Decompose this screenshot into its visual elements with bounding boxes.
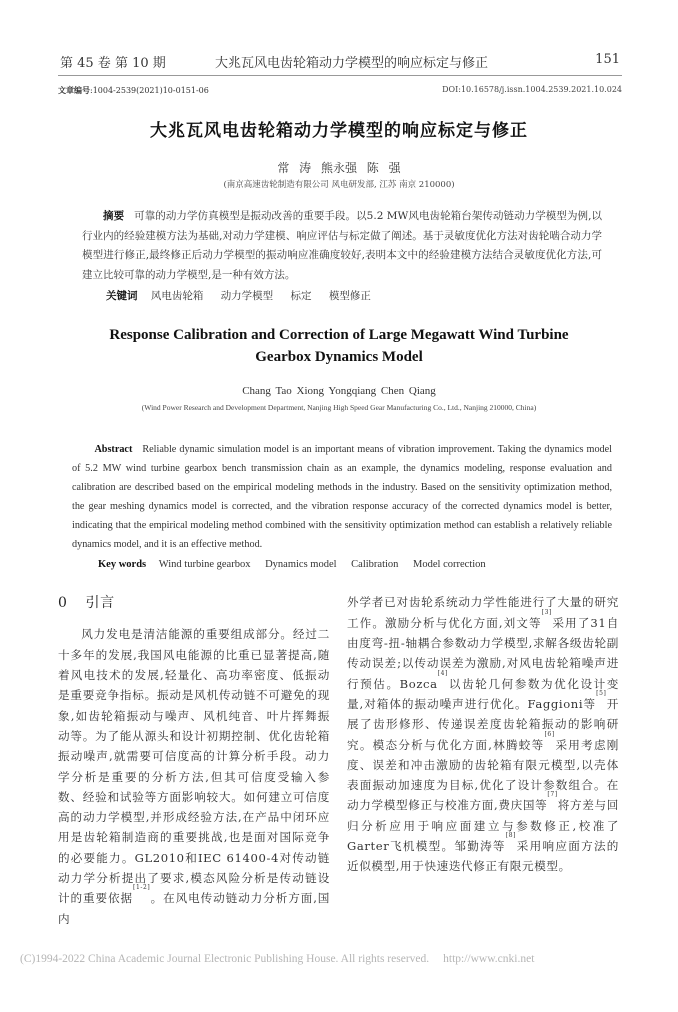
abstract-english-text: Reliable dynamic simulation model is an important means of vibration improvement. Taking the dynamics model of 5.2 MW wind turbine gearbox bench transmission chain as an example, the dynamics modeling, response evaluation and calibration are described based on the empirical modeling methods in the industry. Based on the sensitivity optimization method, the gear meshing dynamics model is corrected, and the vibration response accuracy of the corrected dynamics model is better, indicating that the empirical modeling method combined with the sensitivity optimization method can establish a relatively reliable dynamics model, and it is an effective method. — [72, 444, 612, 550]
authors-chinese: 常 涛 熊永强 陈 强 — [277, 161, 401, 175]
body-right-seg: 开展了齿形修形、传递误差度齿轮箱振动的影响研究。模态分析与优化方面,林腾蛟等 — [347, 696, 619, 752]
keywords-chinese — [106, 287, 602, 306]
keyword-chinese: 动力学模型 — [220, 290, 274, 302]
keywords-chinese-label: 关键词 — [106, 290, 138, 302]
section-number: 0 — [58, 595, 68, 612]
keyword-english: Calibration — [351, 559, 399, 571]
abstract-chinese-label: 摘要 — [103, 210, 125, 222]
authors-english: Chang Tao Xiong Yongqiang Chen Qiang — [242, 385, 436, 397]
body-right-seg: 将方差与回归分析应用于响应面建立与参数修正,校准了Garter飞机模型。邹勤涛等 — [347, 798, 619, 853]
citation-ref: [7] — [547, 791, 558, 799]
affiliation-chinese: (南京高速齿轮制造有限公司 风电研发部, 江苏 南京 210000) — [223, 180, 455, 190]
keyword-english: Model correction — [413, 559, 486, 571]
citation-ref: [5] — [596, 689, 607, 697]
keyword-chinese: 标定 — [290, 290, 312, 302]
title-english-line2: Gearbox Dynamics Model — [255, 349, 423, 365]
title-english — [0, 324, 678, 368]
affiliation-english: (Wind Power Research and Development Department, Nanjing High Speed Gear Manufacturing Co., Ltd., Nanjing 210000, China) — [141, 403, 537, 412]
title-english-line1: Response Calibration and Correction of Large Megawatt Wind Turbine — [109, 327, 569, 343]
body-left-paragraph — [58, 624, 330, 928]
copyright-text: (C)1994-2022 China Academic Journal Electronic Publishing House. All rights reserved. — [20, 952, 430, 965]
abstract-english-label: Abstract — [94, 444, 133, 455]
copyright-footer — [20, 951, 678, 967]
article-number-label: 文章编号 — [58, 85, 90, 95]
volume-issue: 第 45 卷 第 10 期 — [60, 56, 166, 71]
body-right-seg: 采用考虑刚度、误差和冲击激励的齿轮箱有限元模型,以壳体表面振动加速度为目标,优化了设计参数组合。在动力学模型修正与校准方面,费庆国等 — [347, 737, 619, 813]
abstract-chinese — [82, 207, 602, 285]
page-number: 151 — [595, 52, 620, 67]
body-column-right — [347, 592, 619, 876]
body-section — [58, 592, 622, 928]
body-right-seg: 采用响应面方法的近似模型,用于快速迭代修正有限元模型。 — [347, 839, 619, 874]
body-right-seg: 采用了31自由度弯-扭-轴耦合参数动力学模型,求解各级齿轮副传动误差;以传动误差为激励,对风电齿轮箱噪声进行预估。Bozca — [347, 615, 619, 691]
citation-ref: [6] — [544, 730, 555, 738]
doi: DOI:10.16578/j.issn.1004.2539.2021.10.024 — [442, 85, 622, 94]
keyword-english: Wind turbine gearbox — [158, 559, 251, 571]
body-right-seg: 以齿轮几何参数为优化设计变量,对箱体的振动噪声进行优化。Faggioni等 — [347, 676, 619, 711]
article-number — [58, 85, 209, 96]
keywords-english — [98, 556, 612, 574]
body-left-text: 风力发电是清洁能源的重要组成部分。经过二十多年的发展,我国风电能源的比重已显著提高,随着风电技术的发展,轻量化、高功率密度、低振动是重要竞争指标。振动是风机传动链不可避免的现象,如齿轮箱振动与噪声、风机纯音、叶片挥舞振动等。为了能从源头和设计初期控制、优化齿轮箱振动噪声,就需要可信度高的计算分析手段。动力学分析是重要的分析方法,但其可信度受输入参数、经验和试验等方面影响较大。如何建立可信度高的动力学模型,并形成经验方法,在产品中闭环应用是齿轮箱制造商的重要挑战,也是面对国际竞争的必要能力。GL2010和IEC 61400-4对传动链动力学分析提出了要求,模态风险分析是传动链设计的重要依据 — [58, 627, 330, 906]
citation-ref: [3] — [541, 608, 552, 616]
section-title: 引言 — [85, 595, 115, 612]
citation-ref: [8] — [505, 832, 517, 839]
abstract-english — [72, 441, 612, 554]
keyword-english: Dynamics model — [265, 559, 337, 571]
article-number-value: :1004-2539(2021)10-0151-06 — [90, 86, 209, 95]
keyword-chinese: 模型修正 — [328, 290, 371, 302]
running-title: 大兆瓦风电齿轮箱动力学模型的响应标定与修正 — [215, 56, 489, 71]
footer-url[interactable]: http://www.cnki.net — [443, 952, 535, 965]
keyword-chinese: 风电齿轮箱 — [150, 290, 204, 302]
running-header — [60, 52, 620, 74]
body-right-seg: 外学者已对齿轮系统动力学性能进行了大量的研究工作。激励分析与优化方面,刘文等 — [347, 595, 619, 630]
title-chinese: 大兆瓦风电齿轮箱动力学模型的响应标定与修正 — [150, 121, 528, 141]
article-meta-row — [58, 85, 622, 99]
citation-ref: [1-2] — [133, 884, 151, 892]
body-left-tail: 。在风电传动链动力分析方面,国内 — [58, 891, 330, 926]
keywords-english-label: Key words — [98, 559, 147, 571]
citation-ref: [4] — [437, 669, 448, 677]
abstract-chinese-text: 可靠的动力学仿真模型是振动改善的重要手段。以5.2 MW风电齿轮箱台架传动链动力学模型为例,以行业内的经验建模方法为基础,对动力学建模、响应评估与标定做了阐述。基于灵敏度优化方法对齿轮啮合动力学模型进行修正,最终修正后动力学模型的振动响应准确度较好,表明本文中的经验建模方法结合灵敏度优化方法,可建立比较可靠的动力学模型,是一种有效方法。 — [82, 210, 602, 281]
body-column-left — [58, 592, 330, 928]
header-rule — [58, 75, 622, 76]
section-heading-introduction — [58, 592, 330, 614]
